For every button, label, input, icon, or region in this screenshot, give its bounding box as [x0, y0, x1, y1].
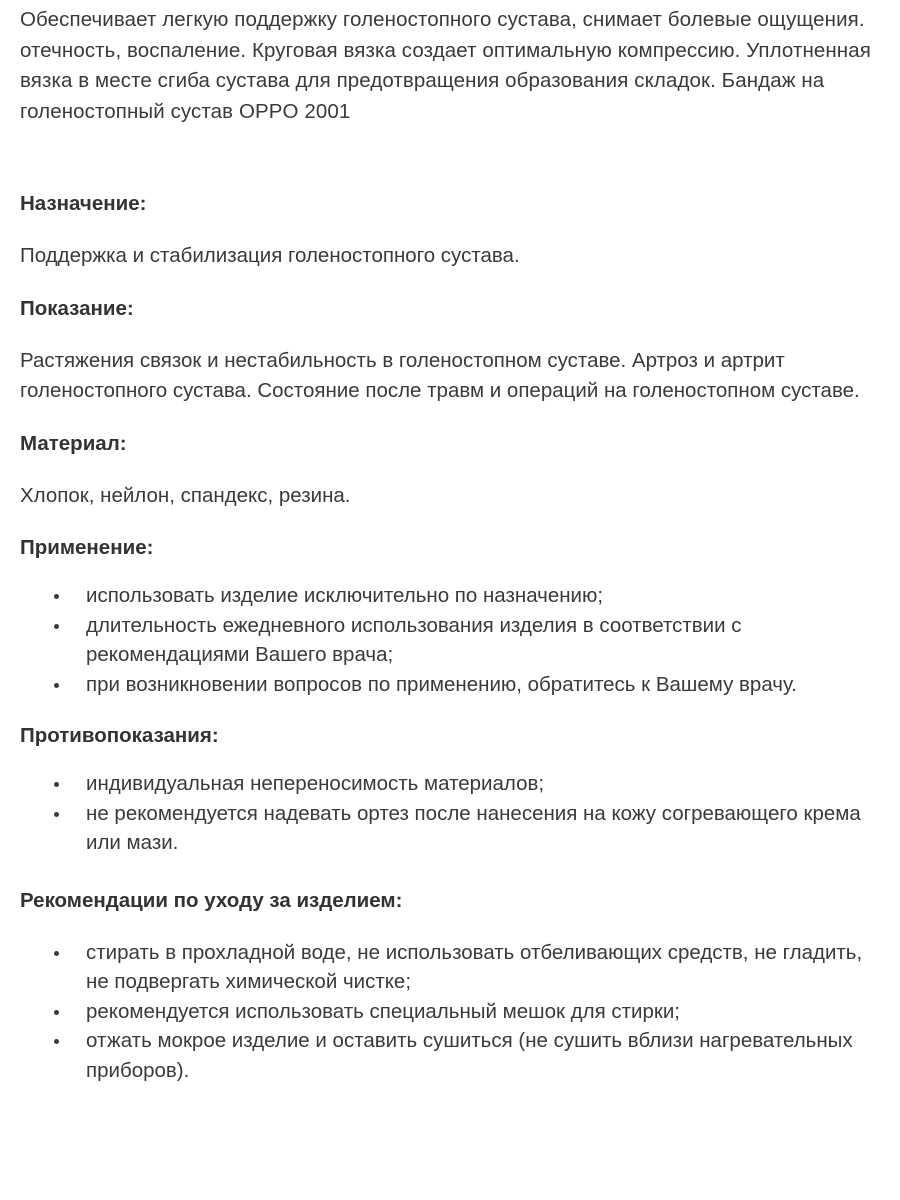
list-item — [20, 938, 880, 997]
indication-heading: Показание: — [20, 296, 134, 320]
list-item — [20, 581, 880, 611]
usage-item-text: длительность ежедневного использования изделия в соответствии с рекомендациями Вашего врача; — [86, 613, 742, 666]
document-page — [20, 0, 880, 1085]
care-item-text: рекомендуется использовать специальный мешок для стирки; — [86, 999, 680, 1023]
list-item — [20, 769, 880, 799]
purpose-text: Поддержка и стабилизация голеностопного сустава. — [20, 244, 520, 267]
contraindications-heading: Противопоказания: — [20, 724, 219, 747]
contraindications-list — [20, 769, 880, 858]
usage-heading: Применение: — [20, 536, 154, 559]
bullet-icon — [54, 1039, 59, 1044]
contraindication-item-text: не рекомендуется надевать ортез после нанесения на кожу согревающего крема или мази. — [86, 801, 861, 854]
intro-paragraph: Обеспечивает легкую поддержку голеностопного сустава, снимает болевые ощущения. отечность, воспаление. Круговая вязка создает оптимальную компрессию. Уплотненная вязка в месте сгиба сустава для предотвращения образования складок. Бандаж на голеностопный сустав OPPO 2001 — [20, 8, 871, 123]
purpose-heading: Назначение: — [20, 192, 147, 215]
indication-text: Растяжения связок и нестабильность в голеностопном суставе. Артроз и артрит голеностопного сустава. Состояние после травм и операций на голеностопном суставе. — [20, 348, 860, 402]
list-item — [20, 799, 880, 858]
list-item — [20, 670, 880, 700]
care-item-text: стирать в прохладной воде, не использовать отбеливающих средств, не гладить, не подвергать химической чистке; — [86, 940, 863, 993]
bullet-icon — [54, 624, 59, 629]
bullet-icon — [54, 594, 59, 599]
list-item — [20, 997, 880, 1027]
list-item — [20, 1026, 880, 1085]
usage-item-text: использовать изделие исключительно по назначению; — [86, 584, 604, 607]
care-item-text: отжать мокрое изделие и оставить сушиться (не сушить вблизи нагревательных приборов). — [86, 1029, 853, 1082]
care-list — [20, 938, 880, 1086]
care-heading: Рекомендации по уходу за изделием: — [20, 888, 403, 912]
bullet-icon — [54, 1010, 59, 1015]
list-item — [20, 611, 880, 670]
bullet-icon — [54, 683, 59, 688]
usage-list — [20, 581, 880, 699]
material-text: Хлопок, нейлон, спандекс, резина. — [20, 483, 351, 507]
material-heading: Материал: — [20, 431, 127, 455]
usage-item-text: при возникновении вопросов по применению, обратитесь к Вашему врачу. — [86, 672, 797, 696]
bullet-icon — [54, 951, 59, 956]
bullet-icon — [54, 812, 59, 817]
bullet-icon — [54, 782, 59, 787]
contraindication-item-text: индивидуальная непереносимость материалов; — [86, 772, 545, 795]
